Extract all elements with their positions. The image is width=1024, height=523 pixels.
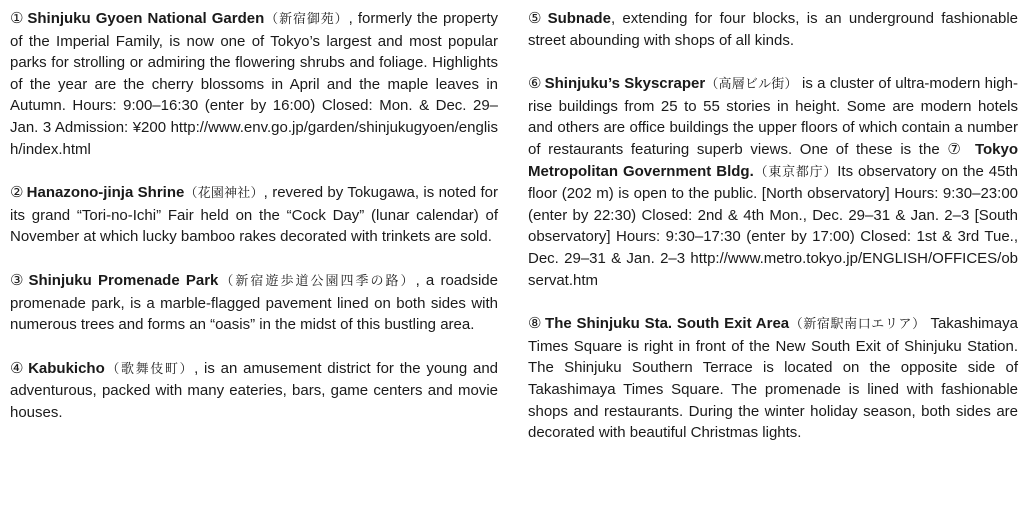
entry-number: ②	[10, 183, 24, 202]
entry-japanese-name: （東京都庁）	[753, 164, 838, 180]
entry-url[interactable]: http://www.metro.tokyo.jp/ENGLISH/OFFICES/observat.htm	[528, 249, 1019, 289]
entry-japanese-name: （新宿遊歩道公園四季の路）	[218, 273, 416, 289]
entry-hanazono-jinja	[10, 182, 498, 248]
entry-title: Shinjuku Promenade Park	[28, 271, 219, 289]
entry-subnade	[528, 8, 1018, 51]
entry-number-7: ⑦	[947, 139, 965, 158]
entry-japanese-name: （新宿御苑）	[264, 12, 349, 27]
entry-south-exit	[528, 313, 1018, 444]
entry-number: ③	[10, 270, 26, 289]
entry-hours: Hours: 9:00–16:30 (enter by 16:00) Closed: Mon. & Dec. 29– Jan. 3 Admission: ¥200	[10, 97, 498, 136]
entry-japanese-name: （高層ビル街）	[705, 77, 798, 93]
entry-body: , revered by Tokugawa, is noted for its grand “Tori-no-Ichi” Fair held on the “Cock Day” (lunar calendar) of November at which lucky bamboo rakes decorated with trinkets are sold.	[10, 184, 498, 246]
entry-japanese-name: （歌舞伎町）	[104, 361, 195, 377]
entry-title: Shinjuku Gyoen National Garden	[27, 10, 265, 27]
entry-number: ④	[10, 358, 26, 377]
entry-body: Its observatory on the 45th floor (202 m) is open to the public. [North observatory] Hours: 9:30–23:00 (enter by 22:30) Closed: 2nd & 4th Mon., Dec. 29–31 & Jan. 2–3 [South observatory] Hours: 9:30–17:30 (enter by 17:00) Closed: 1st & 3rd Tue., Dec. 29–31 & Jan. 2–3	[528, 162, 1018, 267]
entry-title: Subnade	[547, 10, 611, 27]
entry-number: ⑤	[528, 9, 545, 27]
entry-title: The Shinjuku Sta. South Exit Area	[545, 315, 790, 333]
entry-body: , is an amusement district for the young and adventurous, packed with many eateries, bars, game centers and movie houses.	[10, 359, 499, 421]
entry-title: Shinjuku’s Skyscraper	[544, 75, 706, 93]
entry-url[interactable]: http://www.env.go.jp/garden/shinjukugyoen/english/index.html	[10, 118, 498, 158]
entry-body: , extending for four blocks, is an underground fashionable street abounding with shops of all kinds.	[528, 10, 1018, 49]
entry-number: ①	[10, 9, 25, 27]
entry-shinjuku-gyoen	[10, 8, 498, 160]
entry-title-tokyo-metropolitan: Tokyo Metropolitan Government Bldg.	[528, 140, 1019, 180]
entry-body: , a roadside promenade park, is a marble-flagged pavement lined on both sides with numerous trees and forms an “oasis” in the midst of this bustling area.	[10, 271, 498, 334]
entry-japanese-name: （花園神社）	[184, 186, 264, 202]
entry-skyscraper	[528, 73, 1018, 291]
entry-number: ⑥	[528, 74, 542, 93]
entry-title: Hanazono-jinja Shrine	[26, 184, 185, 202]
entry-japanese-name: （新宿駅南口エリア）	[789, 317, 926, 333]
entry-promenade-park	[10, 270, 498, 336]
entry-body: is a cluster of ultra-modern high-rise buildings from 25 to 55 stories in height. Some are modern hotels and others are office buildings the upper floors of which contain a number of restaurants featuring superb views. One of these is the	[528, 75, 1018, 158]
right-column	[528, 8, 1018, 466]
left-column	[10, 8, 498, 446]
entry-title: Kabukicho	[28, 359, 105, 377]
entry-body: Takashimaya Times Square is right in front of the New South Exit of Shinjuku Station. The Shinjuku Southern Terrace is located on the opposite side of Takashimaya Times Square. The promenade is lined with fashionable shops and restaurants. During the winter holiday season, both sides are decorated with beautiful Christmas lights.	[528, 315, 1018, 442]
entry-number: ⑧	[528, 314, 543, 333]
entry-body: , formerly the property of the Imperial Family, is now one of Tokyo’s largest and most popular parks for strolling or admiring the flowering shrubs and foliage. Highlights of the year are the cherry blossoms in April and the maple leaves in Autumn.	[10, 10, 498, 115]
entry-kabukicho	[10, 358, 498, 424]
